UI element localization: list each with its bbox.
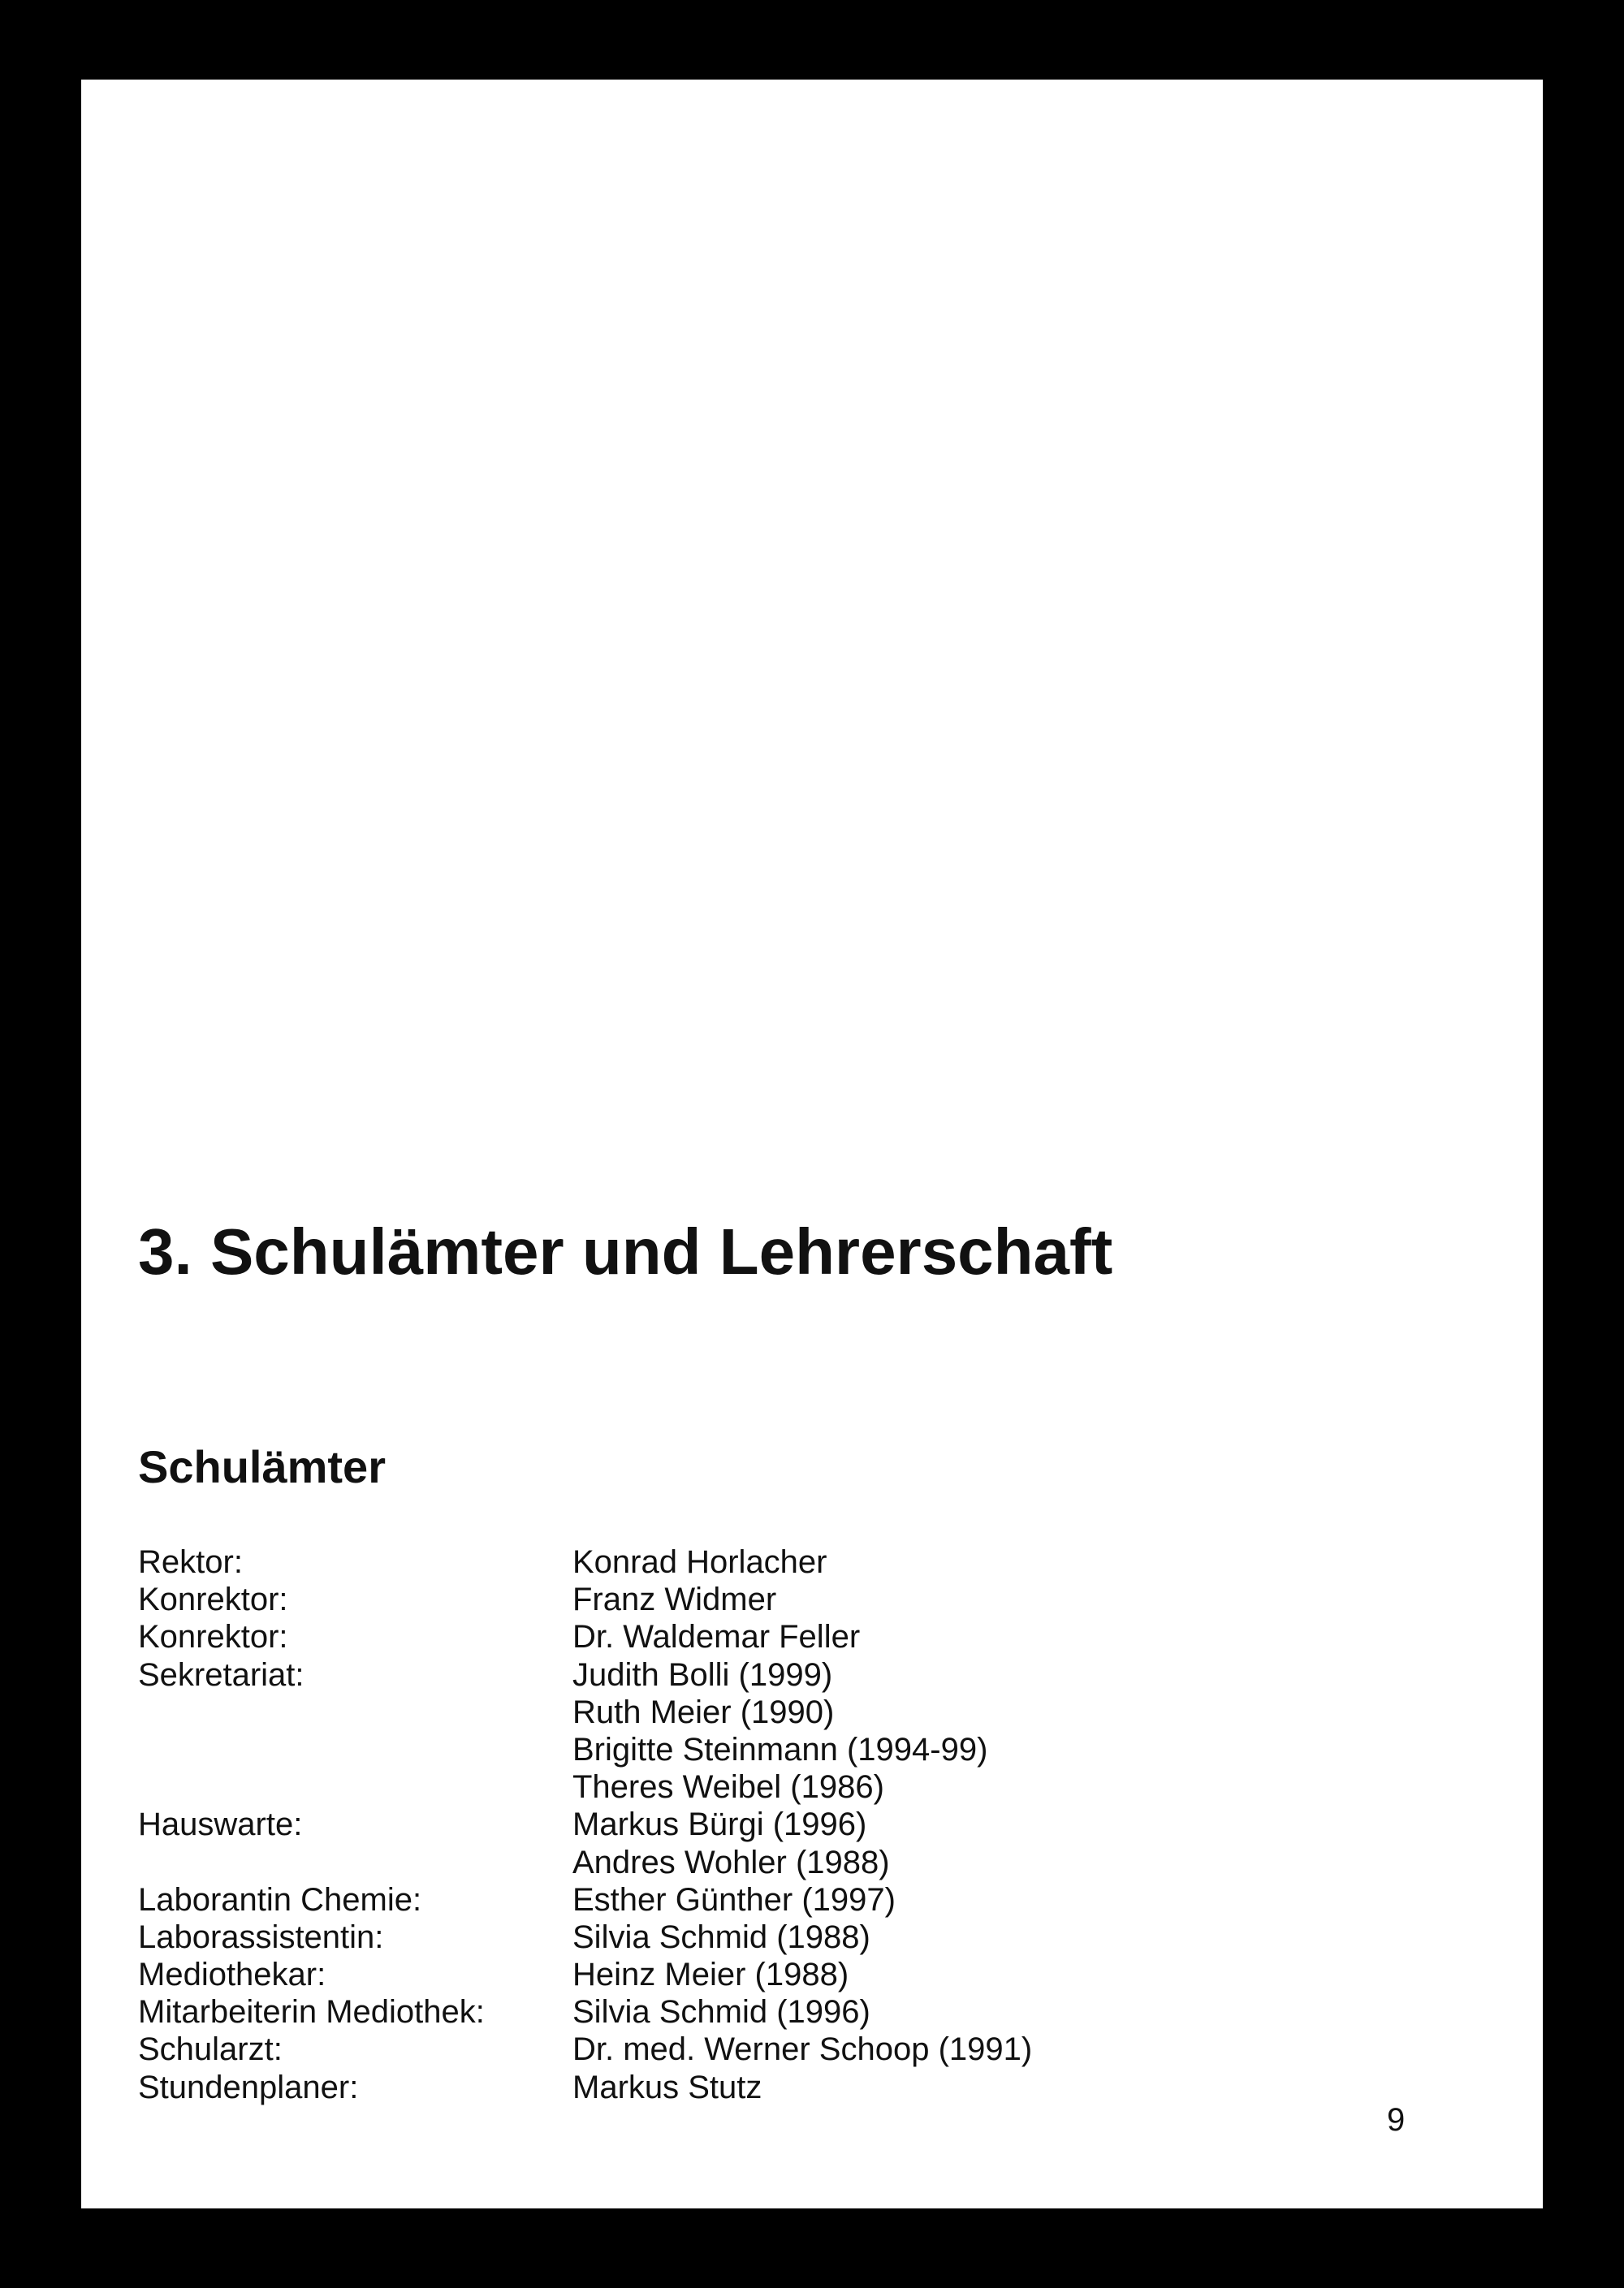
role-row: [138, 1656, 1275, 1694]
role-row: [138, 2069, 1275, 2106]
role-name: Dr. Waldemar Feller: [572, 1619, 861, 1656]
role-row: [138, 1844, 1275, 1881]
role-name: Esther Günther (1997): [572, 1881, 896, 1918]
role-name: Silvia Schmid (1988): [572, 1919, 870, 1955]
role-name: Ruth Meier (1990): [572, 1694, 835, 1730]
role-label: Sekretariat:: [138, 1656, 304, 1693]
role-label: Laborassistentin:: [138, 1919, 384, 1955]
role-row: [138, 1581, 1275, 1618]
role-label: Mediothekar:: [138, 1957, 326, 1993]
role-row: [138, 1694, 1275, 1731]
role-label: Mitarbeiterin Mediothek:: [138, 1994, 485, 2031]
role-label: Schularzt:: [138, 2031, 283, 2068]
role-label: Stundenplaner:: [138, 2069, 359, 2105]
role-name: Silvia Schmid (1996): [572, 1994, 870, 2031]
role-label: [138, 1694, 572, 1731]
role-row: [138, 1919, 1275, 1956]
role-row: [138, 1731, 1275, 1768]
role-label: [138, 1731, 572, 1768]
role-row: [138, 1993, 1275, 2031]
page-number: 9: [1387, 2102, 1406, 2138]
section-title: Schulämter: [138, 1441, 386, 1492]
role-name: Theres Weibel (1986): [572, 1769, 884, 1806]
role-name: Konrad Horlacher: [572, 1544, 827, 1580]
role-name: Dr. med. Werner Schoop (1991): [572, 2031, 1033, 2068]
role-row: [138, 1806, 1275, 1843]
role-row: [138, 1768, 1275, 1806]
role-row: [138, 2031, 1275, 2068]
role-label: Laborantin Chemie:: [138, 1881, 422, 1918]
role-row: [138, 1881, 1275, 1919]
role-label: [138, 1844, 572, 1881]
role-row: [138, 1543, 1275, 1581]
role-name: Brigitte Steinmann (1994-99): [572, 1731, 988, 1768]
role-name: Heinz Meier (1988): [572, 1957, 849, 1993]
document-page: [81, 80, 1543, 2208]
chapter-title: 3. Schulämter und Lehrerschaft: [138, 1215, 1113, 1288]
role-label: Konrektor:: [138, 1619, 288, 1656]
role-name: Markus Stutz: [572, 2069, 762, 2105]
role-label: Konrektor:: [138, 1582, 288, 1618]
role-row: [138, 1618, 1275, 1656]
role-name: Franz Widmer: [572, 1582, 777, 1618]
role-name: Markus Bürgi (1996): [572, 1807, 867, 1843]
role-row: [138, 1956, 1275, 1993]
role-name: Andres Wohler (1988): [572, 1844, 890, 1880]
role-label: [138, 1768, 572, 1806]
role-label: Hauswarte:: [138, 1807, 303, 1843]
role-name: Judith Bolli (1999): [572, 1656, 833, 1693]
role-label: Rektor:: [138, 1544, 243, 1580]
roles-list: [138, 1543, 1275, 2106]
